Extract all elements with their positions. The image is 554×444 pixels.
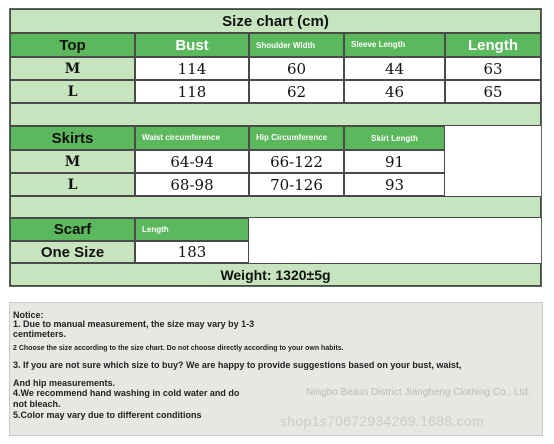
chart-title: Size chart (cm) [10,9,541,33]
top-l-shoulder: 62 [249,80,344,103]
notice-box [9,302,543,436]
notice-line-4b: not bleach. [13,399,61,409]
notice-line-3: 3. If you are not sure which size to buy? We are happy to provide suggestions based on your bust, waist, [13,360,462,370]
top-l-sleeve: 46 [344,80,445,103]
top-size-l: L [10,80,135,103]
top-l-bust: 118 [135,80,249,103]
sleeve-length-header: Sleeve Length [344,33,445,57]
bust-header: Bust [135,33,249,57]
spacer-row [10,196,541,218]
spacer-row [10,103,541,126]
hip-header: Hip Circumference [249,126,344,150]
skirts-l-length: 93 [344,173,445,196]
skirts-m-waist: 64-94 [135,150,249,173]
top-m-bust: 114 [135,57,249,80]
notice-line-2: 2 Choose the size according to the size chart. Do not choose directly according to your own habits. [13,345,344,352]
scarf-label: Scarf [10,218,135,241]
site-watermark: shop1s70672934269.1688.com [280,413,484,429]
skirts-m-length: 91 [344,150,445,173]
weight-row: Weight: 1320±5g [10,263,541,286]
scarf-length-value: 183 [135,241,249,263]
waist-header: Waist circumference [135,126,249,150]
skirts-m-hip: 66-122 [249,150,344,173]
notice-title: Notice: [13,310,44,320]
skirts-l-waist: 68-98 [135,173,249,196]
notice-line-3b: And hip measurements. [13,378,116,388]
notice-line-1b: centimeters. [13,329,67,339]
length-header: Length [445,33,541,57]
top-m-length: 63 [445,57,541,80]
skirts-size-m: M [10,150,135,173]
skirts-label: Skirts [10,126,135,150]
size-chart [9,8,542,287]
scarf-size: One Size [10,241,135,263]
top-size-m: M [10,57,135,80]
skirt-length-header: Skirt Length [344,126,445,150]
notice-line-1: 1. Due to manual measurement, the size may vary by 1-3 [13,319,255,329]
scarf-length-header: Length [135,218,249,241]
notice-line-5: 5.Color may vary due to different conditions [13,410,202,420]
top-l-length: 65 [445,80,541,103]
skirts-size-l: L [10,173,135,196]
company-watermark: Ningbo Beilun District Jiangheng Clothing Co., Ltd. [306,387,531,398]
top-m-shoulder: 60 [249,57,344,80]
top-label: Top [10,33,135,57]
shoulder-width-header: Shoulder Width [249,33,344,57]
skirts-l-hip: 70-126 [249,173,344,196]
notice-line-4: 4.We recommend hand washing in cold water and do [13,388,240,398]
top-m-sleeve: 44 [344,57,445,80]
